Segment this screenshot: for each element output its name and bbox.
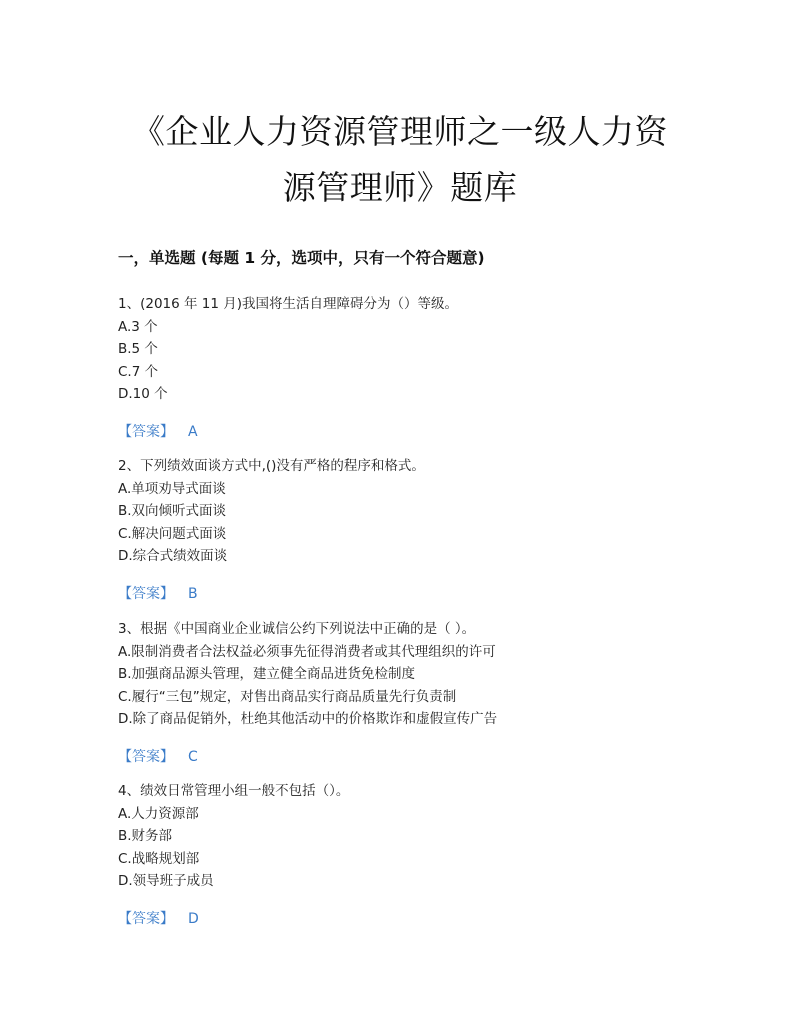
answer-value: A [188, 423, 198, 440]
answer-line [118, 582, 718, 606]
option-b: B.财务部 [118, 828, 173, 844]
option-d: D.领导班子成员 [118, 873, 214, 889]
option-a: A.单项劝导式面谈 [118, 480, 226, 497]
question-stem: 4、绩效日常管理小组一般不包括（）。 [118, 783, 350, 799]
answer-value: B [188, 585, 198, 602]
option-b: B.双向倾听式面谈 [118, 503, 227, 519]
answer-label: 【答案】 [118, 585, 174, 602]
answer-label: 【答案】 [118, 748, 174, 765]
option-b: B.加强商品源头管理，建立健全商品进货免检制度 [118, 666, 416, 682]
answer-line [118, 907, 718, 931]
option-a: A.限制消费者合法权益必须事先征得消费者或其代理组织的许可 [118, 643, 496, 660]
option-a: A.3 个 [118, 318, 158, 335]
document-title [100, 104, 700, 216]
option-a: A.人力资源部 [118, 805, 199, 822]
question-2 [118, 455, 718, 606]
question-4 [118, 780, 718, 931]
answer-value: C [188, 748, 198, 765]
option-d: D.10 个 [118, 386, 168, 402]
answer-label: 【答案】 [118, 423, 174, 440]
option-d: D.除了商品促销外，杜绝其他活动中的价格欺诈和虚假宣传广告 [118, 711, 498, 727]
section-heading: 一，单选题 (每题 1 分，选项中，只有一个符合题意) [118, 249, 485, 267]
title-line-1: 《企业人力资源管理师之一级人力资 [132, 112, 668, 151]
option-c: C.履行“三包”规定，对售出商品实行商品质量先行负责制 [118, 688, 457, 705]
question-3 [118, 618, 718, 769]
option-c: C.战略规划部 [118, 850, 200, 867]
question-stem: 1、(2016 年 11 月)我国将生活自理障碍分为（）等级。 [118, 296, 459, 312]
title-line-2: 源管理师》题库 [282, 168, 518, 207]
answer-line [118, 420, 718, 444]
answer-label: 【答案】 [118, 910, 174, 927]
question-1 [118, 293, 718, 444]
option-d: D.综合式绩效面谈 [118, 548, 228, 564]
question-stem: 2、下列绩效面谈方式中,()没有严格的程序和格式。 [118, 458, 425, 474]
answer-line [118, 745, 718, 769]
option-c: C.7 个 [118, 363, 159, 380]
question-stem: 3、根据《中国商业企业诚信公约下列说法中正确的是（ ）。 [118, 621, 476, 637]
option-b: B.5 个 [118, 341, 158, 357]
option-c: C.解决问题式面谈 [118, 525, 227, 542]
answer-value: D [188, 910, 199, 927]
